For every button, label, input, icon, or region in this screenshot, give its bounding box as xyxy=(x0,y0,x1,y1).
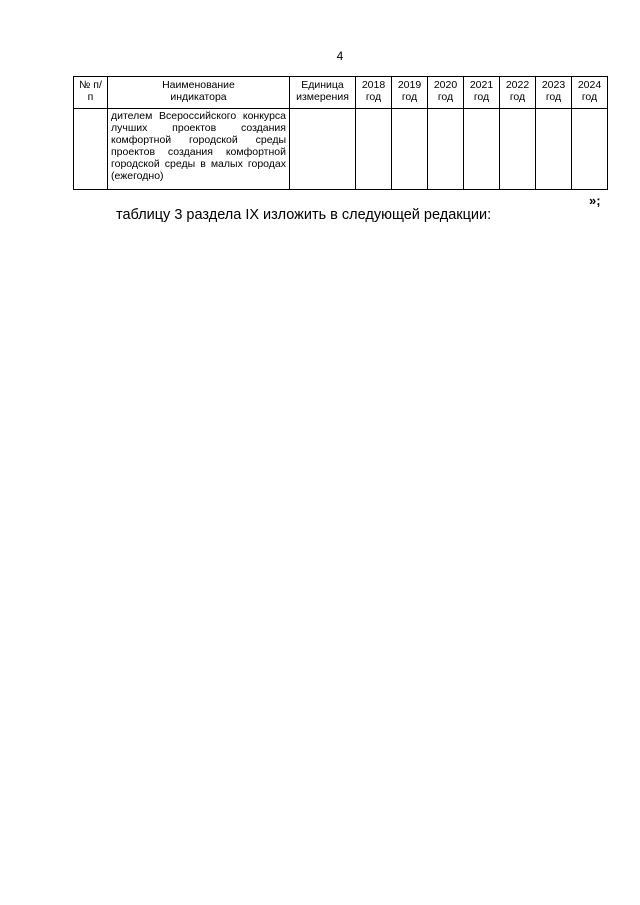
row-value-2022 xyxy=(500,109,536,190)
header-unit-line1: Единица xyxy=(301,79,344,91)
header-year-value: 2023 xyxy=(541,79,566,91)
header-number-line2: п xyxy=(87,91,94,103)
header-year-2023 xyxy=(536,77,572,109)
header-year-label: год xyxy=(509,91,526,103)
header-indicator-name xyxy=(108,77,290,109)
header-year-label: год xyxy=(545,91,562,103)
row-value-2019 xyxy=(392,109,428,190)
row-value-2021 xyxy=(464,109,500,190)
header-unit xyxy=(290,77,356,109)
indicators-table xyxy=(73,76,608,190)
header-year-value: 2022 xyxy=(505,79,530,91)
header-year-2020 xyxy=(428,77,464,109)
header-year-2024 xyxy=(572,77,608,109)
instruction-text: таблицу 3 раздела IX изложить в следующей редакции: xyxy=(116,207,492,223)
header-number-line1: № п/ xyxy=(79,79,102,91)
header-year-label: год xyxy=(581,91,598,103)
header-year-value: 2018 xyxy=(361,79,386,91)
header-year-2021 xyxy=(464,77,500,109)
row-value-2024 xyxy=(572,109,608,190)
header-year-2019 xyxy=(392,77,428,109)
header-year-label: год xyxy=(437,91,454,103)
row-indicator-name: дителем Всероссийского конкурса лучших проектов создания комфортной городской среды проектов создания комфортной городской среды в малых городах (ежегодно) xyxy=(108,109,290,190)
header-year-label: год xyxy=(401,91,418,103)
row-value-2023 xyxy=(536,109,572,190)
header-year-2018 xyxy=(356,77,392,109)
table-header-row xyxy=(74,77,608,109)
closing-quote: »; xyxy=(589,193,601,208)
page-number: 4 xyxy=(336,49,344,63)
row-value-2020 xyxy=(428,109,464,190)
header-year-label: год xyxy=(473,91,490,103)
row-unit-cell xyxy=(290,109,356,190)
row-number-cell xyxy=(74,109,108,190)
header-year-value: 2020 xyxy=(433,79,458,91)
header-year-label: год xyxy=(365,91,382,103)
row-value-2018 xyxy=(356,109,392,190)
header-name-line2: индикатора xyxy=(170,91,227,103)
header-year-value: 2024 xyxy=(577,79,602,91)
header-year-value: 2019 xyxy=(397,79,422,91)
header-year-2022 xyxy=(500,77,536,109)
header-year-value: 2021 xyxy=(469,79,494,91)
header-unit-line2: измерения xyxy=(296,91,349,103)
header-name-line1: Наименование xyxy=(162,79,235,91)
table-row xyxy=(74,109,608,190)
header-number xyxy=(74,77,108,109)
